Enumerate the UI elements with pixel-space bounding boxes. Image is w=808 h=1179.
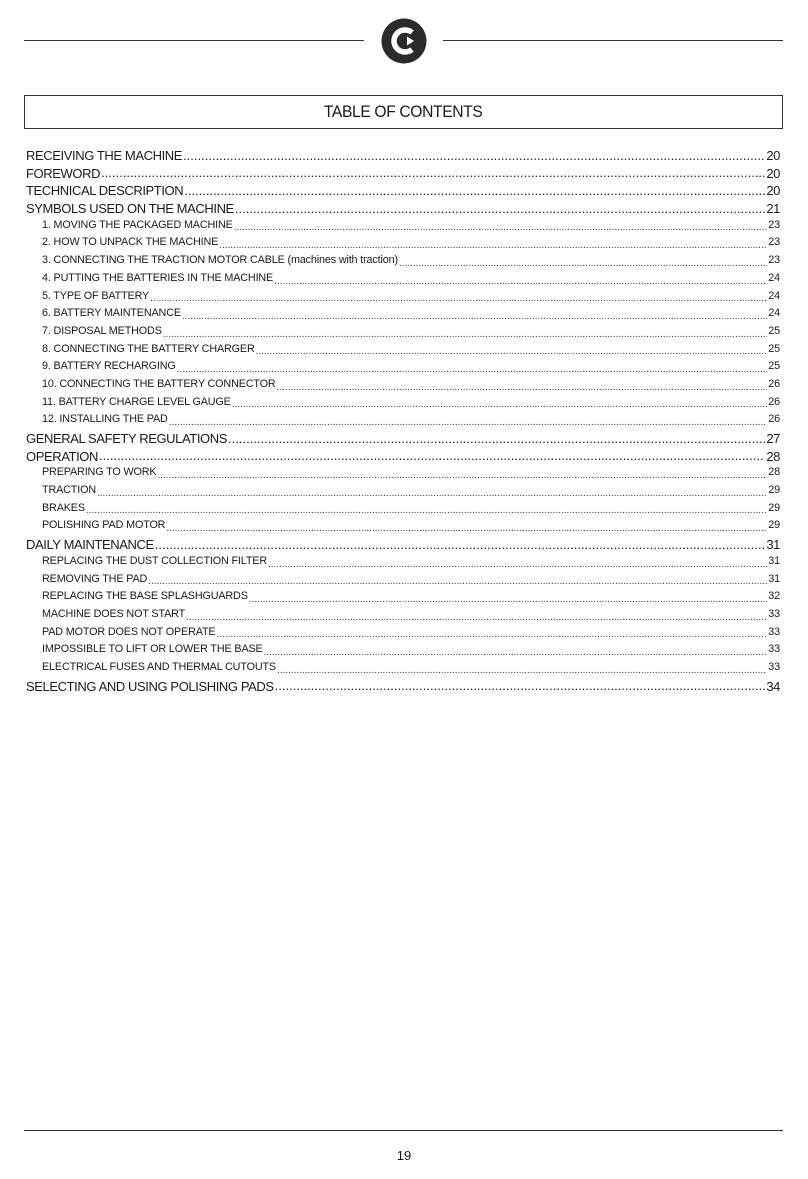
toc-entry-label: REPLACING THE DUST COLLECTION FILTER — [42, 554, 267, 567]
toc-subsection-entry — [26, 360, 780, 378]
toc-dot-leader — [163, 325, 768, 343]
toc-section-entry — [26, 679, 780, 697]
toc-entry-page-number: 34 — [766, 678, 780, 694]
toc-dot-leader — [148, 573, 767, 591]
toc-subsection-entry — [26, 466, 780, 484]
toc-subsection-entry — [26, 626, 780, 644]
footer-rule — [24, 1130, 783, 1131]
toc-entry-label: 2. HOW TO UNPACK THE MACHINE — [42, 236, 219, 249]
toc-subsection-entry — [26, 661, 780, 679]
toc-entry-label: BRAKES — [42, 501, 85, 514]
toc-entry-label: GENERAL SAFETY REGULATIONS — [26, 431, 228, 446]
toc-subsection-entry — [26, 555, 780, 573]
toc-dot-leader — [155, 537, 766, 555]
toc-entry-page-number: 25 — [768, 324, 780, 337]
toc-entry-page-number: 28 — [766, 448, 780, 464]
toc-subsection-entry — [26, 590, 780, 608]
toc-entry-label: 9. BATTERY RECHARGING — [42, 360, 176, 373]
toc-section-entry — [26, 537, 780, 555]
toc-dot-leader — [186, 608, 767, 626]
toc-subsection-entry — [26, 643, 780, 661]
toc-entry-label: 6. BATTERY MAINTENANCE — [42, 307, 181, 320]
toc-entry-label: DAILY MAINTENANCE — [26, 537, 154, 553]
toc-subsection-entry — [26, 307, 780, 325]
toc-subsection-entry — [26, 484, 780, 502]
toc-entry-label: 3. CONNECTING THE TRACTION MOTOR CABLE (machines with traction) — [42, 254, 398, 267]
toc-dot-leader — [268, 555, 767, 573]
toc-dot-leader — [232, 396, 768, 414]
brand-logo-icon — [381, 18, 427, 64]
toc-entry-label: 10. CONNECTING THE BATTERY CONNECTOR — [42, 377, 276, 390]
toc-dot-leader — [97, 484, 767, 502]
toc-subsection-entry — [26, 290, 780, 308]
toc-subsection-entry — [26, 396, 780, 414]
toc-subsection-entry — [26, 343, 780, 361]
toc-subsection-entry — [26, 219, 780, 237]
toc-subsection-entry — [26, 378, 780, 396]
toc-dot-leader — [277, 378, 768, 396]
toc-entry-label: REMOVING THE PAD — [42, 572, 148, 585]
toc-entry-label: POLISHING PAD MOTOR — [42, 519, 166, 532]
toc-dot-leader — [216, 626, 767, 644]
toc-entry-page-number: 33 — [768, 625, 780, 638]
toc-dot-leader — [235, 201, 765, 219]
toc-entry-label: 5. TYPE OF BATTERY — [42, 289, 150, 302]
toc-subsection-entry — [26, 325, 780, 343]
toc-entry-label: RECEIVING THE MACHINE — [26, 148, 183, 163]
toc-entry-page-number: 28 — [768, 466, 780, 479]
toc-subsection-entry — [26, 573, 780, 591]
toc-dot-leader — [86, 502, 767, 520]
toc-entry-page-number: 20 — [766, 165, 780, 181]
toc-subsection-entry — [26, 413, 780, 431]
toc-entry-label: 11. BATTERY CHARGE LEVEL GAUGE — [42, 395, 231, 408]
toc-entry-page-number: 24 — [768, 271, 780, 284]
toc-entry-label: TRACTION — [42, 484, 96, 497]
toc-dot-leader — [228, 431, 765, 449]
toc-entry-page-number: 31 — [768, 572, 780, 585]
header-rule-right — [443, 40, 783, 41]
toc-entry-page-number: 29 — [768, 501, 780, 514]
toc-entry-page-number: 29 — [768, 484, 780, 497]
toc-dot-leader — [249, 590, 768, 608]
toc-entry-label: OPERATION — [26, 448, 99, 464]
toc-entry-page-number: 20 — [766, 148, 780, 163]
toc-subsection-entry — [26, 254, 780, 272]
toc-entry-label: PAD MOTOR DOES NOT OPERATE — [42, 625, 216, 638]
toc-entry-label: 7. DISPOSAL METHODS — [42, 324, 162, 337]
toc-entry-label: 12. INSTALLING THE PAD — [42, 413, 168, 426]
toc-entry-label: MACHINE DOES NOT START — [42, 607, 186, 620]
toc-dot-leader — [177, 360, 768, 378]
toc-entry-page-number: 26 — [768, 395, 780, 408]
toc-entry-page-number: 31 — [766, 537, 780, 553]
toc-entry-page-number: 33 — [768, 643, 780, 656]
toc-dot-leader — [183, 148, 765, 166]
table-of-contents — [26, 148, 780, 696]
toc-dot-leader — [277, 661, 767, 679]
toc-section-entry — [26, 201, 780, 219]
toc-dot-leader — [264, 643, 768, 661]
header-rule-left — [24, 40, 364, 41]
toc-dot-leader — [275, 679, 766, 697]
toc-entry-label: 4. PUTTING THE BATTERIES IN THE MACHINE — [42, 271, 274, 284]
toc-dot-leader — [157, 466, 767, 484]
toc-entry-page-number: 25 — [768, 360, 780, 373]
toc-dot-leader — [274, 272, 767, 290]
toc-dot-leader — [99, 449, 765, 467]
toc-entry-page-number: 27 — [766, 431, 780, 446]
toc-dot-leader — [256, 343, 768, 361]
toc-subsection-entry — [26, 236, 780, 254]
toc-entry-page-number: 31 — [768, 554, 780, 567]
toc-entry-label: TECHNICAL DESCRIPTION — [26, 183, 184, 199]
toc-dot-leader — [166, 519, 767, 537]
toc-dot-leader — [150, 290, 767, 308]
toc-entry-page-number: 20 — [766, 183, 780, 199]
toc-entry-label: ELECTRICAL FUSES AND THERMAL CUTOUTS — [42, 660, 276, 673]
toc-entry-label: IMPOSSIBLE TO LIFT OR LOWER THE BASE — [42, 643, 263, 656]
toc-entry-page-number: 24 — [768, 289, 780, 302]
toc-subsection-entry — [26, 608, 780, 626]
toc-entry-page-number: 21 — [766, 201, 780, 217]
toc-dot-leader — [234, 219, 768, 237]
toc-entry-label: PREPARING TO WORK — [42, 466, 157, 479]
toc-section-entry — [26, 183, 780, 201]
toc-subsection-entry — [26, 519, 780, 537]
toc-entry-page-number: 33 — [768, 607, 780, 620]
toc-entry-page-number: 25 — [768, 342, 780, 355]
toc-entry-page-number: 33 — [768, 660, 780, 673]
toc-entry-label: FOREWORD — [26, 165, 101, 181]
toc-entry-page-number: 29 — [768, 519, 780, 532]
toc-entry-label: SYMBOLS USED ON THE MACHINE — [26, 201, 234, 217]
title-box — [24, 95, 783, 129]
toc-dot-leader — [399, 254, 767, 272]
toc-dot-leader — [169, 413, 768, 431]
toc-entry-label: 1. MOVING THE PACKAGED MACHINE — [42, 218, 233, 231]
toc-entry-page-number: 23 — [768, 254, 780, 267]
toc-subsection-entry — [26, 272, 780, 290]
toc-entry-page-number: 26 — [768, 413, 780, 426]
toc-section-entry — [26, 166, 780, 184]
toc-entry-page-number: 32 — [768, 590, 780, 603]
toc-dot-leader — [182, 307, 767, 325]
toc-entry-page-number: 24 — [768, 307, 780, 320]
toc-entry-label: SELECTING AND USING POLISHING PADS — [26, 678, 274, 694]
toc-entry-label: 8. CONNECTING THE BATTERY CHARGER — [42, 342, 255, 355]
toc-entry-page-number: 23 — [768, 218, 780, 231]
toc-subsection-entry — [26, 502, 780, 520]
toc-section-entry — [26, 449, 780, 467]
toc-entry-page-number: 26 — [768, 377, 780, 390]
page-number: 19 — [396, 1148, 412, 1163]
toc-entry-label: REPLACING THE BASE SPLASHGUARDS — [42, 590, 248, 603]
page-title: TABLE OF CONTENTS — [324, 102, 483, 121]
toc-dot-leader — [101, 166, 765, 184]
toc-dot-leader — [219, 236, 767, 254]
toc-section-entry — [26, 148, 780, 166]
toc-section-entry — [26, 431, 780, 449]
toc-dot-leader — [184, 183, 765, 201]
toc-entry-page-number: 23 — [768, 236, 780, 249]
